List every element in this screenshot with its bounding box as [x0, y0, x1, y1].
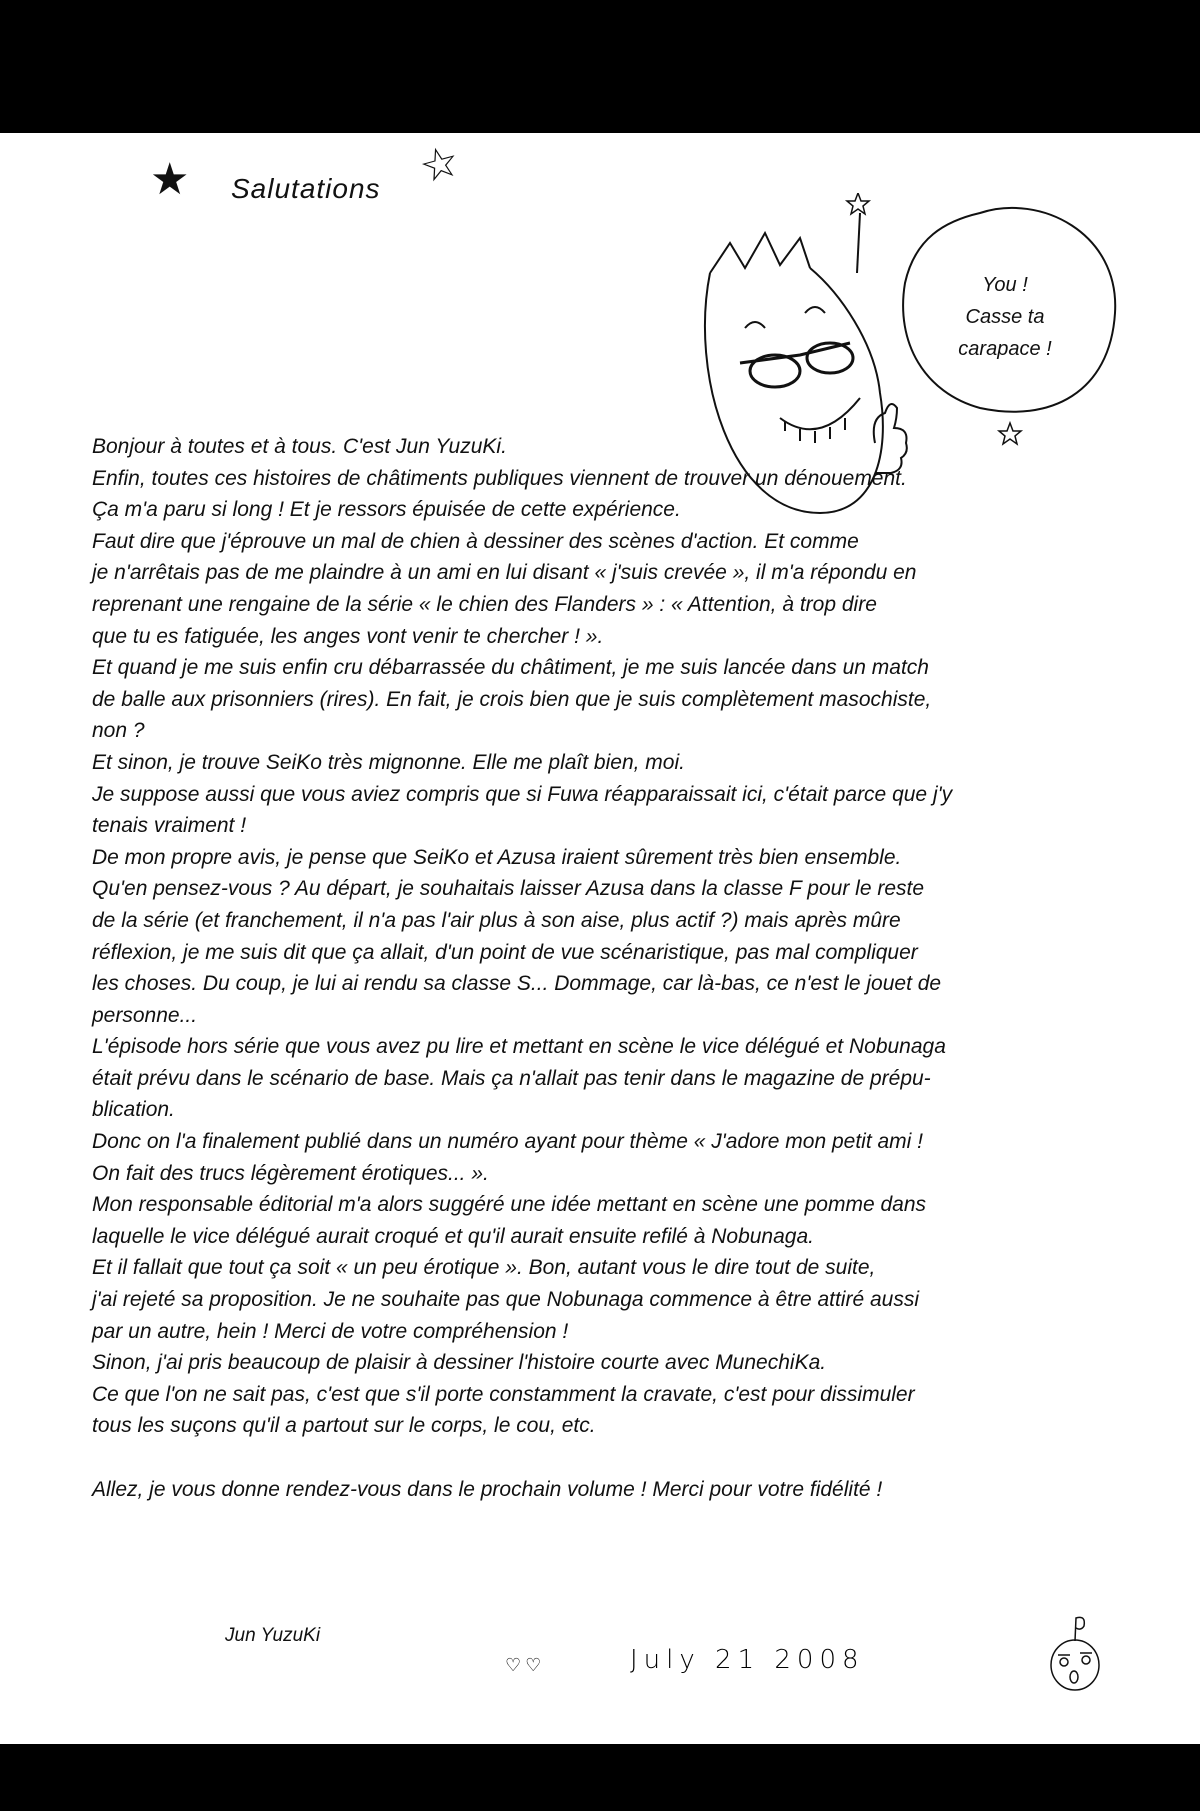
text-line: était prévu dans le scénario de base. Mais ça n'allait pas tenir dans le magazine de prépu-	[92, 1066, 931, 1090]
text-line: Faut dire que j'éprouve un mal de chien à dessiner des scènes d'action. Et comme	[92, 529, 859, 553]
text-line: que tu es fatiguée, les anges vont venir te chercher ! ».	[92, 624, 604, 648]
text-line: de balle aux prisonniers (rires). En fait, je crois bien que je suis complètement masochiste,	[92, 687, 932, 711]
text-line: les choses. Du coup, je lui ai rendu sa classe S... Dommage, car là-bas, ce n'est le jouet de	[92, 972, 942, 996]
text-line: tenais vraiment !	[92, 814, 247, 838]
text-line: Bonjour à toutes et à tous. C'est Jun YuzuKi.	[92, 435, 507, 458]
text-line: Ça m'a paru si long ! Et je ressors épuisée de cette expérience.	[92, 498, 681, 522]
star-icon: ★	[150, 155, 190, 204]
text-line: je n'arrêtais pas de me plaindre à un ami en lui disant « j'suis crevée », il m'a répondu en	[92, 561, 917, 585]
text-line: j'ai rejeté sa proposition. Je ne souhaite pas que Nobunaga commence à être attiré aussi	[92, 1288, 920, 1312]
text-line: Ce que l'on ne sait pas, c'est que s'il porte constamment la cravate, c'est pour dissimuler	[92, 1382, 915, 1406]
text-line: L'épisode hors série que vous avez pu lire et mettant en scène le vice délégué et Nobunaga	[92, 1035, 946, 1059]
text-line: De mon propre avis, je pense que SeiKo et Azusa iraient sûrement très bien ensemble.	[92, 845, 902, 869]
text-line: Sinon, j'ai pris beaucoup de plaisir à dessiner l'histoire courte avec MunechiKa.	[92, 1351, 827, 1375]
text-line: Et sinon, je trouve SeiKo très mignonne. Elle me plaît bien, moi.	[92, 750, 685, 774]
text-line: reprenant une rengaine de la série « le chien des Flanders » : « Attention, à trop dire	[92, 592, 877, 616]
text-line: de la série (et franchement, il n'a pas l'air plus à son aise, plus actif ?) mais après mûre	[92, 908, 901, 932]
paragraph-gap	[92, 1442, 1092, 1474]
text-line: Mon responsable éditorial m'a alors suggéré une idée mettant en scène une pomme dans	[92, 1193, 927, 1217]
text-line: Enfin, toutes ces histoires de châtiments publiques viennent de trouver un dénouement.	[92, 466, 907, 490]
bubble-line: Casse ta	[965, 306, 1045, 328]
text-line: blication.	[92, 1098, 175, 1122]
star-icon: ☆	[414, 135, 465, 194]
text-line: Et il fallait que tout ça soit « un peu érotique ». Bon, autant vous le dire tout de suite,	[92, 1256, 876, 1280]
text-line: tous les suçons qu'il a partout sur le corps, le cou, etc.	[92, 1414, 596, 1438]
text-line: Je suppose aussi que vous aviez compris que si Fuwa réapparaissait ici, c'était parce que j'y	[92, 782, 953, 806]
hearts-doodle: ♡♡	[505, 1655, 546, 1675]
text-line: laquelle le vice délégué aurait croqué et qu'il aurait ensuite refilé à Nobunaga.	[92, 1224, 814, 1248]
face-doodle-icon	[1040, 1613, 1110, 1693]
date: July 21 2008	[630, 1645, 865, 1675]
text-line: Donc on l'a finalement publié dans un numéro ayant pour thème « J'adore mon petit ami !	[92, 1130, 924, 1154]
text-line: Et quand je me suis enfin cru débarrassée du châtiment, je me suis lancée dans un match	[92, 656, 929, 680]
text-line: non ?	[92, 719, 145, 743]
speech-bubble	[930, 269, 1080, 365]
letter-page	[0, 133, 1200, 1744]
letter-body	[92, 431, 1092, 1505]
page-title: Salutations	[231, 173, 381, 204]
text-line: par un autre, hein ! Merci de votre compréhension !	[92, 1319, 569, 1343]
closing-line: Allez, je vous donne rendez-vous dans le prochain volume ! Merci pour votre fidélité !	[92, 1477, 883, 1501]
text-line: Qu'en pensez-vous ? Au départ, je souhaitais laisser Azusa dans la classe F pour le reste	[92, 877, 925, 901]
text-line: On fait des trucs légèrement érotiques... ».	[92, 1161, 489, 1185]
text-line: réflexion, je me suis dit que ça allait, d'un point de vue scénaristique, pas mal compliquer	[92, 940, 918, 964]
text-line: personne...	[92, 1003, 198, 1027]
bubble-line: You !	[982, 274, 1028, 296]
bubble-line: carapace !	[958, 338, 1052, 360]
signature: Jun YuzuKi	[225, 1625, 321, 1646]
